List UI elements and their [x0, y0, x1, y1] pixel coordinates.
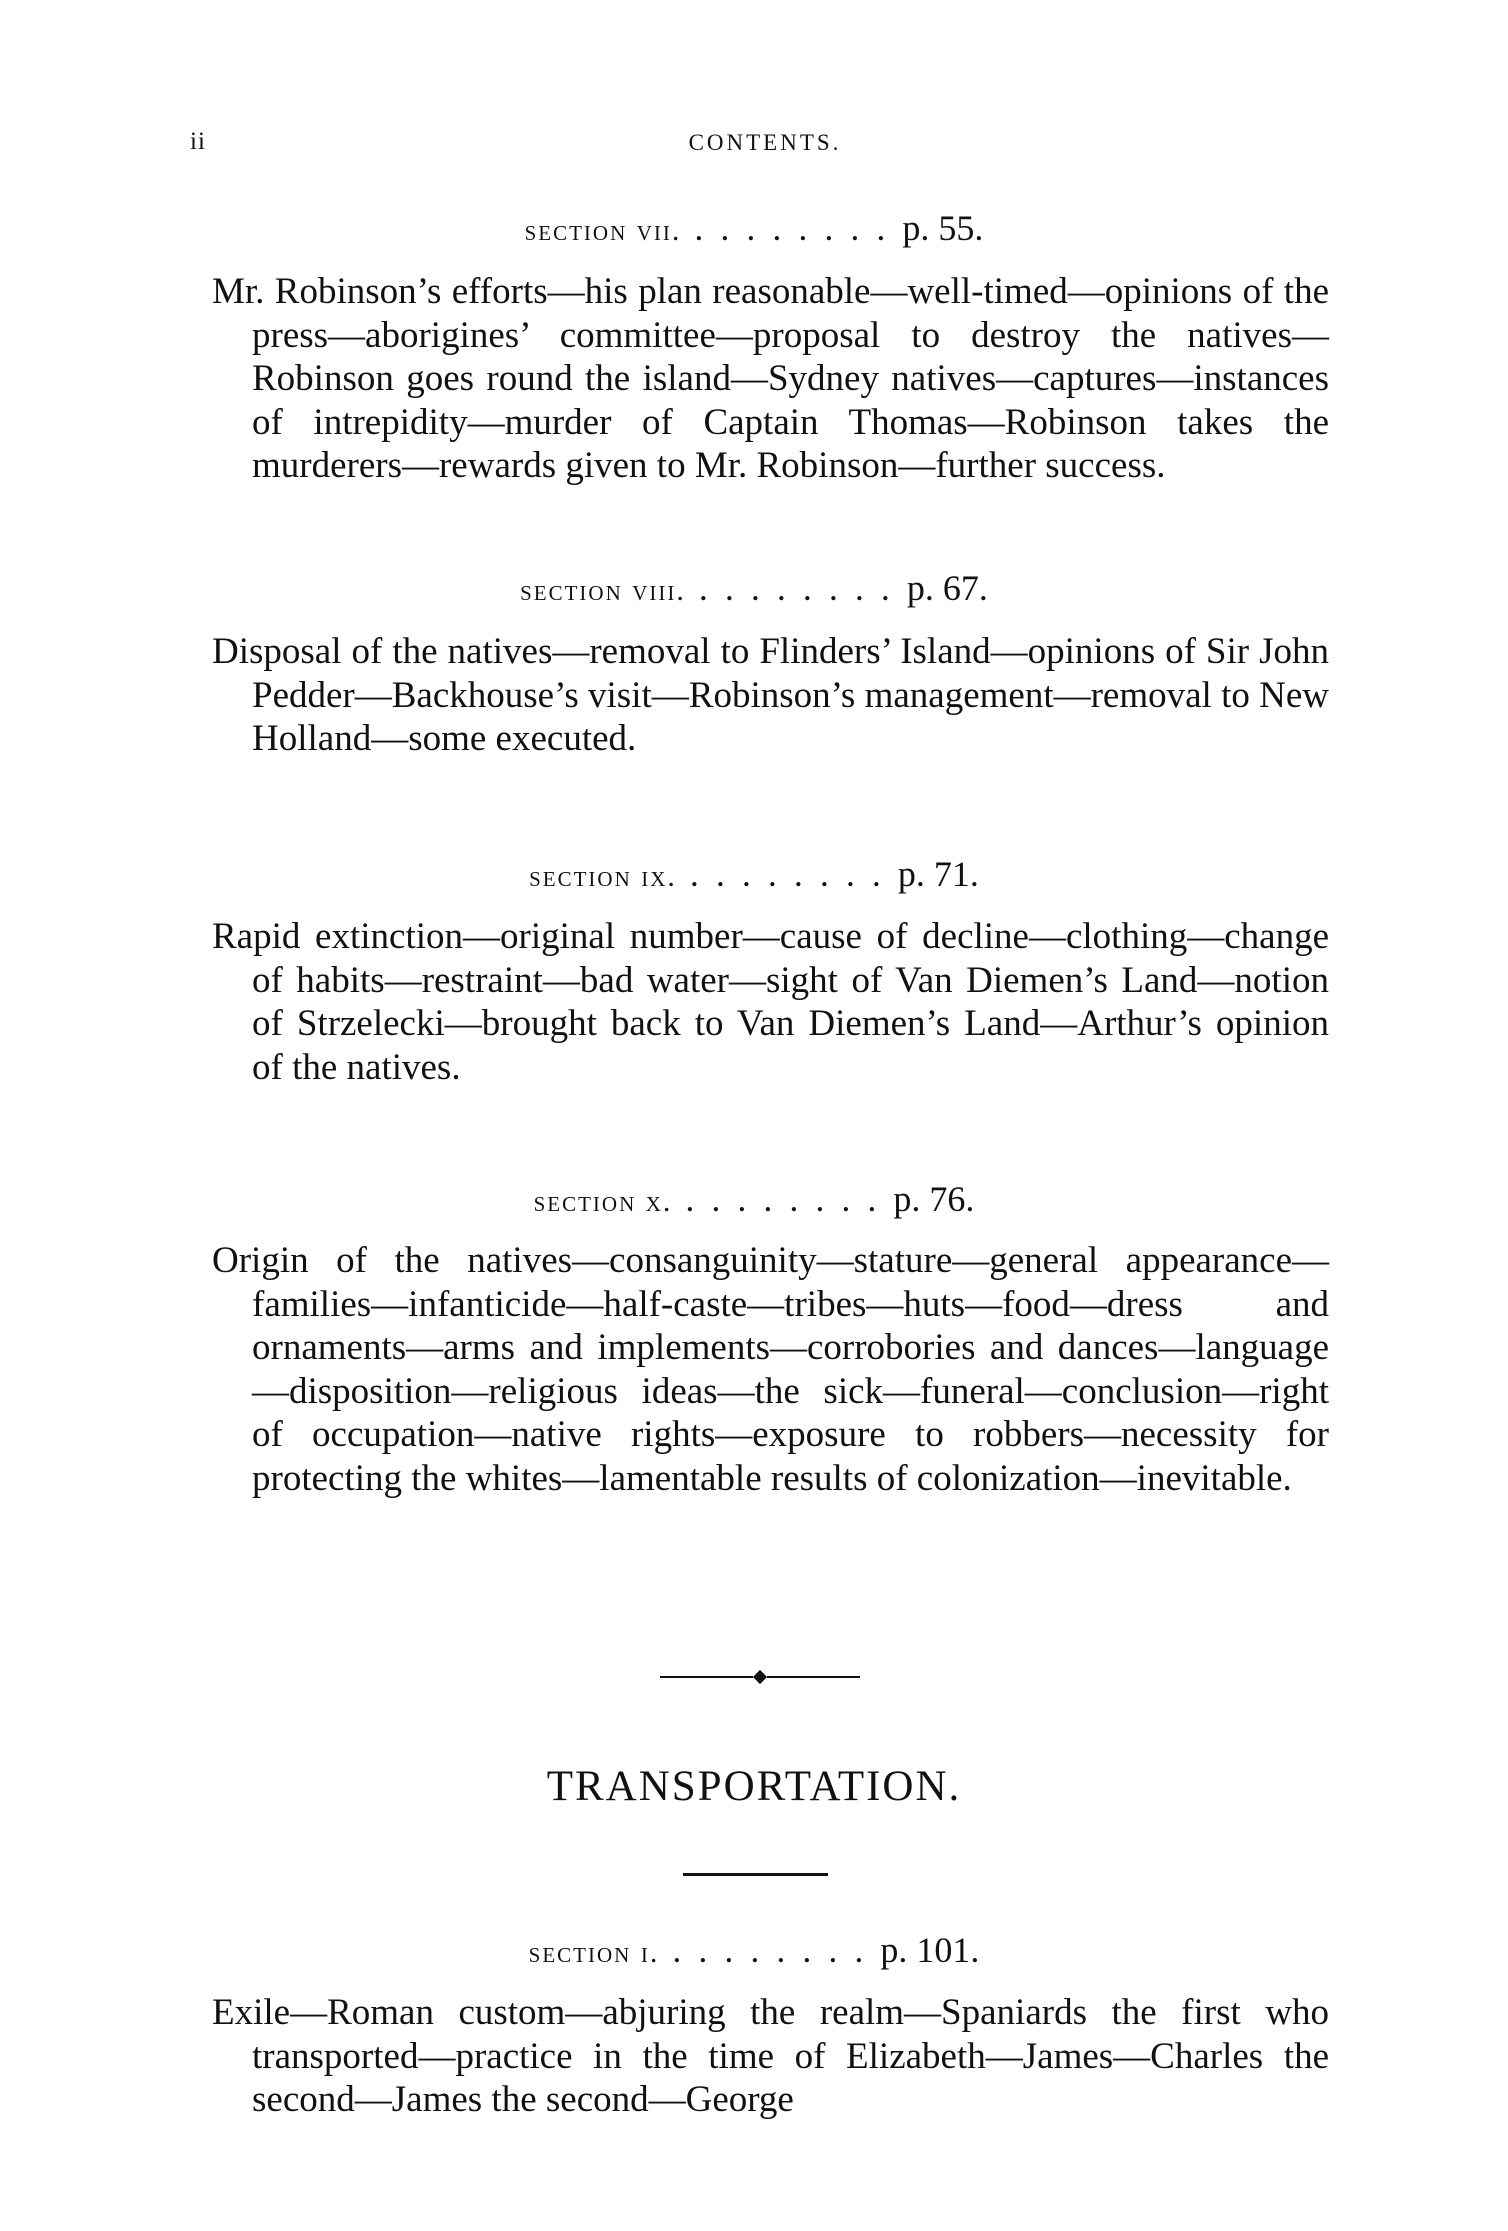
- page-reference: p. 55.: [902, 208, 984, 248]
- section-summary: Origin of the natives—consanguinity—stature—general appearance—families—infanticide—half-caste—tribes—huts—food—dress and ornaments—arms and implements—corrobories and dances—language—disposition—religious ideas—the sick—funeral—conclusion—right of occupation—native rights—exposure to robbers—necessity for protecting the whites—lamentable results of colonization—inevitable.: [212, 1240, 1329, 1499]
- divider-line: [767, 1676, 860, 1678]
- section-summary: Exile—Roman custom—abjuring the realm—Spaniards the first who transported—practice in the time of Elizabeth—James—Charles the second—James the second—George: [212, 1992, 1329, 2121]
- section-heading: [0, 208, 1508, 251]
- section-label: section vii.: [524, 214, 682, 247]
- page-reference: p. 76.: [893, 1179, 975, 1219]
- ornamental-divider: [660, 1670, 860, 1684]
- dot-leader: . . . . . . . .: [681, 208, 903, 248]
- section-label: section x.: [533, 1185, 673, 1218]
- section-heading: [0, 854, 1508, 897]
- dot-leader: . . . . . . . .: [659, 1930, 881, 1970]
- dot-leader: . . . . . . . .: [672, 1179, 894, 1219]
- page-number: ii: [190, 128, 206, 155]
- title-rule: [683, 1873, 828, 1876]
- section-summary: Disposal of the natives—removal to Flinders’ Island—opinions of Sir John Pedder—Backhouse’s visit—Robinson’s management—removal to New Holland—some executed.: [212, 631, 1329, 760]
- section-heading: [0, 1179, 1508, 1222]
- dot-leader: . . . . . . . .: [685, 568, 907, 608]
- divider-line: [660, 1676, 753, 1678]
- page-reference: p. 67.: [906, 568, 988, 608]
- section-heading: [0, 568, 1508, 611]
- page-header: [190, 128, 1340, 168]
- running-head: CONTENTS.: [688, 130, 842, 155]
- page-reference: p. 101.: [880, 1930, 980, 1970]
- dot-leader: . . . . . . . .: [676, 854, 898, 894]
- section-label: section ix.: [529, 860, 677, 893]
- section-summary: Rapid extinction—original number—cause of decline—clothing—change of habits—restraint—bad water—sight of Van Diemen’s Land—notion of Strzelecki—brought back to Van Diemen’s Land—Arthur’s opinion of the natives.: [212, 916, 1329, 1088]
- section-summary: Mr. Robinson’s efforts—his plan reasonable—well-timed—opinions of the press—aborigines’ committee—proposal to destroy the natives—Robinson goes round the island—Sydney natives—captures—instances of intrepidity—murder of Captain Thomas—Robinson takes the murderers—rewards given to Mr. Robinson—further success.: [212, 271, 1329, 487]
- section-label: section viii.: [520, 574, 686, 607]
- section-label: section i.: [528, 1936, 660, 1969]
- diamond-ornament-icon: [753, 1670, 767, 1684]
- page-reference: p. 71.: [897, 854, 979, 894]
- section-heading: [0, 1930, 1508, 1973]
- part-title: TRANSPORTATION.: [546, 1763, 962, 1810]
